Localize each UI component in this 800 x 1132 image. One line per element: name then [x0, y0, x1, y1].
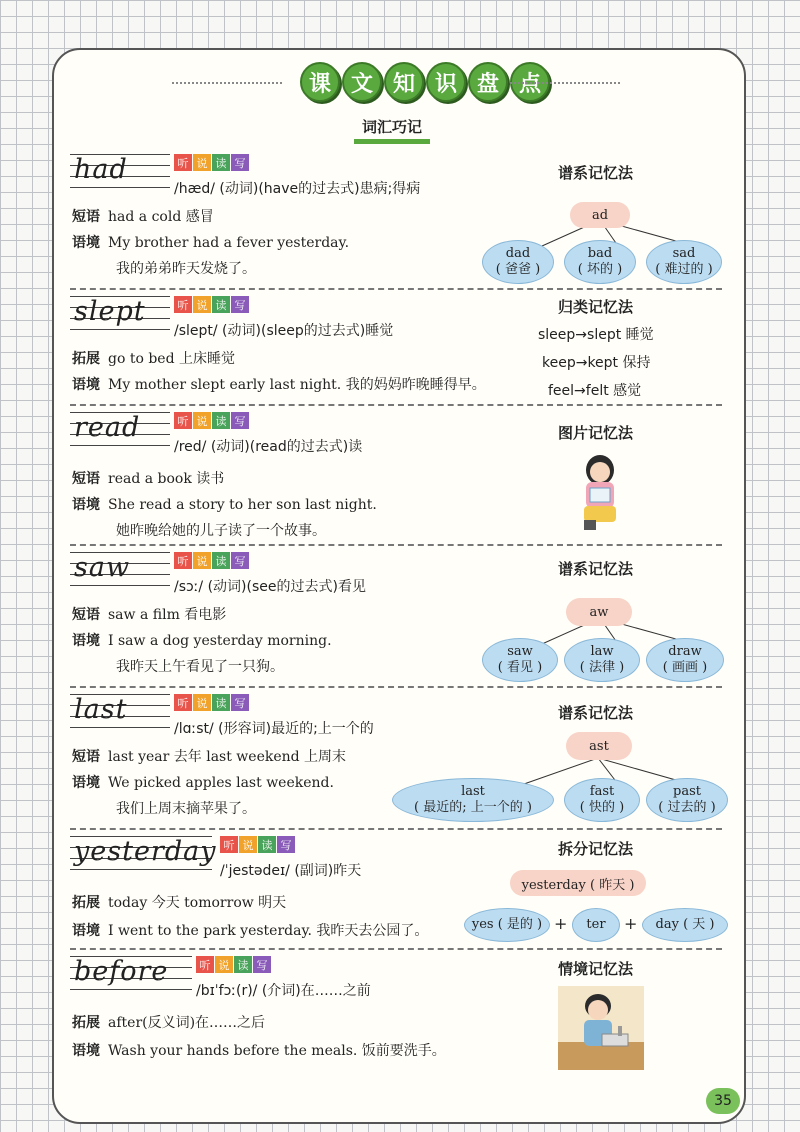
row-value: last year 去年 last weekend 上周末	[108, 749, 347, 765]
category-item: feel→felt 感觉	[548, 383, 642, 399]
badge-speak: 说	[193, 154, 211, 171]
row-key: 语境	[72, 497, 100, 513]
split-part: ter	[572, 908, 620, 942]
phonetic-definition: /ˈjestədeɪ/ (副词)昨天	[220, 863, 362, 879]
row-value: after(反义词)在……之后	[108, 1015, 266, 1031]
example-row	[72, 494, 377, 514]
skill-badges	[220, 836, 295, 853]
tree-leaf	[564, 240, 636, 284]
row-key: 拓展	[72, 351, 100, 367]
leaf-word: law	[590, 643, 614, 659]
skill-badges	[174, 412, 249, 429]
memory-method-label: 谱系记忆法	[558, 704, 634, 722]
translation: 我们上周末摘苹果了。	[116, 801, 256, 817]
badge-write: 写	[231, 412, 249, 429]
leaf-meaning: ( 爸爸 )	[495, 262, 541, 277]
vocab-entry-read	[70, 412, 720, 542]
row-value: had a cold 感冒	[108, 209, 214, 225]
leaf-meaning: ( 快的 )	[579, 800, 625, 815]
title-char: 识	[426, 62, 466, 102]
tree-leaf	[646, 778, 728, 822]
badge-read: 读	[212, 694, 230, 711]
vocab-entry-slept	[70, 296, 720, 400]
badge-speak: 说	[193, 552, 211, 569]
entry-divider	[70, 288, 722, 290]
tree-leaf	[392, 778, 554, 822]
badge-speak: 说	[193, 296, 211, 313]
example-row	[72, 604, 226, 624]
badge-read: 读	[234, 956, 252, 973]
example-row	[72, 746, 346, 766]
row-key: 语境	[72, 775, 100, 791]
handwriting-lines	[70, 956, 192, 990]
example-row	[72, 374, 486, 394]
vocab-word: last	[74, 694, 128, 725]
badge-write: 写	[231, 694, 249, 711]
title-divider-right	[510, 82, 620, 84]
tree-leaf	[564, 778, 640, 822]
row-key: 短语	[72, 471, 100, 487]
row-key: 短语	[72, 209, 100, 225]
plus-sign: +	[624, 914, 638, 933]
example-row	[72, 1012, 265, 1032]
leaf-word: dad	[505, 245, 531, 261]
vocab-entry-had	[70, 154, 720, 286]
handwriting-lines	[70, 552, 170, 586]
vocab-entry-before	[70, 956, 720, 1076]
badge-listen: 听	[174, 412, 192, 429]
leaf-meaning: ( 画画 )	[662, 660, 708, 675]
example-row	[72, 772, 334, 792]
entry-divider	[70, 544, 722, 546]
vocab-word: yesterday	[74, 836, 217, 867]
badge-write: 写	[231, 154, 249, 171]
boy-washing-hands-illustration	[558, 986, 644, 1070]
badge-listen: 听	[174, 552, 192, 569]
phonetic-definition: /bɪˈfɔː(r)/ (介词)在……之前	[196, 983, 371, 999]
example-row	[72, 206, 214, 226]
badge-speak: 说	[193, 412, 211, 429]
leaf-meaning: ( 坏的 )	[577, 262, 623, 277]
leaf-meaning: ( 过去的 )	[658, 800, 716, 815]
vocab-word: had	[74, 154, 128, 185]
tree-root: ast	[566, 732, 632, 760]
phonetic-definition: /red/ (动词)(read的过去式)读	[174, 439, 363, 455]
skill-badges	[174, 694, 249, 711]
row-key: 语境	[72, 235, 100, 251]
title-char: 盘	[468, 62, 508, 102]
tree-root: aw	[566, 598, 632, 626]
badge-read: 读	[212, 412, 230, 429]
badge-read: 读	[212, 154, 230, 171]
row-key: 语境	[72, 633, 100, 649]
leaf-meaning: ( 难过的 )	[655, 262, 713, 277]
section-subtitle: 词汇巧记	[354, 114, 430, 144]
title-char: 点	[510, 62, 550, 102]
phonetic-definition: /sɔː/ (动词)(see的过去式)看见	[174, 579, 366, 595]
row-key: 语境	[72, 377, 100, 393]
leaf-meaning: ( 看见 )	[497, 660, 543, 675]
translation: 我的弟弟昨天发烧了。	[116, 261, 256, 277]
phonetic-definition: /lɑːst/ (形容词)最近的;上一个的	[174, 721, 374, 737]
example-row	[72, 468, 224, 488]
content-card	[52, 48, 746, 1124]
row-value: saw a film 看电影	[108, 607, 227, 623]
row-value: I saw a dog yesterday morning.	[108, 633, 332, 649]
leaf-word: past	[673, 783, 701, 799]
row-value: My mother slept early last night. 我的妈妈昨晚睡得早。	[108, 377, 486, 393]
translation: 我昨天上午看见了一只狗。	[116, 659, 284, 675]
row-value: We picked apples last weekend.	[108, 775, 334, 791]
example-row	[72, 232, 349, 252]
example-row	[72, 1040, 446, 1060]
leaf-word: saw	[507, 643, 533, 659]
entry-divider	[70, 404, 722, 406]
row-key: 语境	[72, 1043, 100, 1059]
split-part: day ( 天 )	[642, 908, 728, 942]
title-char: 知	[384, 62, 424, 102]
row-key: 拓展	[72, 895, 100, 911]
skill-badges	[174, 296, 249, 313]
vocab-word: saw	[74, 552, 131, 583]
phonetic-definition: /slept/ (动词)(sleep的过去式)睡觉	[174, 323, 394, 339]
split-whole: yesterday ( 昨天 )	[510, 870, 646, 896]
badge-speak: 说	[215, 956, 233, 973]
memory-method-label: 拆分记忆法	[558, 840, 634, 858]
leaf-word: fast	[589, 783, 615, 799]
badge-speak: 说	[239, 836, 257, 853]
skill-badges	[174, 154, 249, 171]
leaf-word: last	[461, 783, 485, 799]
badge-read: 读	[258, 836, 276, 853]
tree-leaf	[646, 638, 724, 682]
badge-read: 读	[212, 296, 230, 313]
row-value: Wash your hands before the meals. 饭前要洗手。	[108, 1043, 446, 1059]
memory-method-label: 图片记忆法	[558, 424, 634, 442]
woman-reading-illustration	[570, 452, 630, 532]
row-value: She read a story to her son last night.	[108, 497, 377, 513]
badge-read: 读	[212, 552, 230, 569]
title-char: 文	[342, 62, 382, 102]
row-value: I went to the park yesterday. 我昨天去公园了。	[108, 923, 429, 939]
entry-divider	[70, 828, 722, 830]
tree-leaf	[564, 638, 640, 682]
phonetic-definition: /hæd/ (动词)(have的过去式)患病;得病	[174, 181, 421, 197]
memory-method-label: 谱系记忆法	[558, 164, 634, 182]
example-row	[72, 920, 428, 940]
row-value: go to bed 上床睡觉	[108, 351, 236, 367]
badge-listen: 听	[174, 694, 192, 711]
tree-leaf	[482, 240, 554, 284]
leaf-word: bad	[587, 245, 613, 261]
leaf-word: sad	[672, 245, 696, 261]
badge-listen: 听	[174, 154, 192, 171]
leaf-meaning: ( 法律 )	[579, 660, 625, 675]
badge-write: 写	[253, 956, 271, 973]
split-part: yes ( 是的 )	[464, 908, 550, 942]
vocab-entry-yesterday	[70, 836, 720, 950]
memory-method-label: 情境记忆法	[558, 960, 634, 978]
vocab-word: before	[74, 956, 169, 987]
plus-sign: +	[554, 914, 568, 933]
tree-root: ad	[570, 202, 630, 228]
badge-listen: 听	[174, 296, 192, 313]
translation: 她昨晚给她的儿子读了一个故事。	[116, 523, 326, 539]
badge-listen: 听	[196, 956, 214, 973]
row-key: 短语	[72, 749, 100, 765]
vocab-word: read	[74, 412, 141, 443]
skill-badges	[196, 956, 271, 973]
tree-leaf	[646, 240, 722, 284]
title-divider-left	[172, 82, 282, 84]
section-title	[54, 62, 744, 102]
memory-method-label: 谱系记忆法	[558, 560, 634, 578]
leaf-meaning: ( 最近的; 上一个的 )	[414, 800, 532, 815]
handwriting-lines	[70, 296, 170, 330]
vocab-entry-saw	[70, 552, 720, 682]
memory-method-label: 归类记忆法	[558, 298, 634, 316]
category-item: sleep→slept 睡觉	[538, 327, 654, 343]
badge-write: 写	[277, 836, 295, 853]
category-item: keep→kept 保持	[542, 355, 651, 371]
entry-divider	[70, 948, 722, 950]
badge-write: 写	[231, 552, 249, 569]
example-row	[72, 630, 332, 650]
row-value: read a book 读书	[108, 471, 225, 487]
badge-speak: 说	[193, 694, 211, 711]
handwriting-lines	[70, 836, 217, 870]
page-number: 35	[706, 1088, 740, 1114]
handwriting-lines	[70, 694, 170, 728]
row-key: 拓展	[72, 1015, 100, 1031]
row-value: today 今天 tomorrow 明天	[108, 895, 287, 911]
handwriting-lines	[70, 412, 170, 446]
example-row	[72, 892, 286, 912]
leaf-word: draw	[668, 643, 702, 659]
tree-leaf	[482, 638, 558, 682]
entry-divider	[70, 686, 722, 688]
skill-badges	[174, 552, 249, 569]
row-key: 短语	[72, 607, 100, 623]
row-key: 语境	[72, 923, 100, 939]
badge-write: 写	[231, 296, 249, 313]
badge-listen: 听	[220, 836, 238, 853]
vocab-word: slept	[74, 296, 146, 327]
title-char: 课	[300, 62, 340, 102]
example-row	[72, 348, 235, 368]
handwriting-lines	[70, 154, 170, 188]
row-value: My brother had a fever yesterday.	[108, 235, 350, 251]
vocab-entry-last	[70, 694, 720, 824]
